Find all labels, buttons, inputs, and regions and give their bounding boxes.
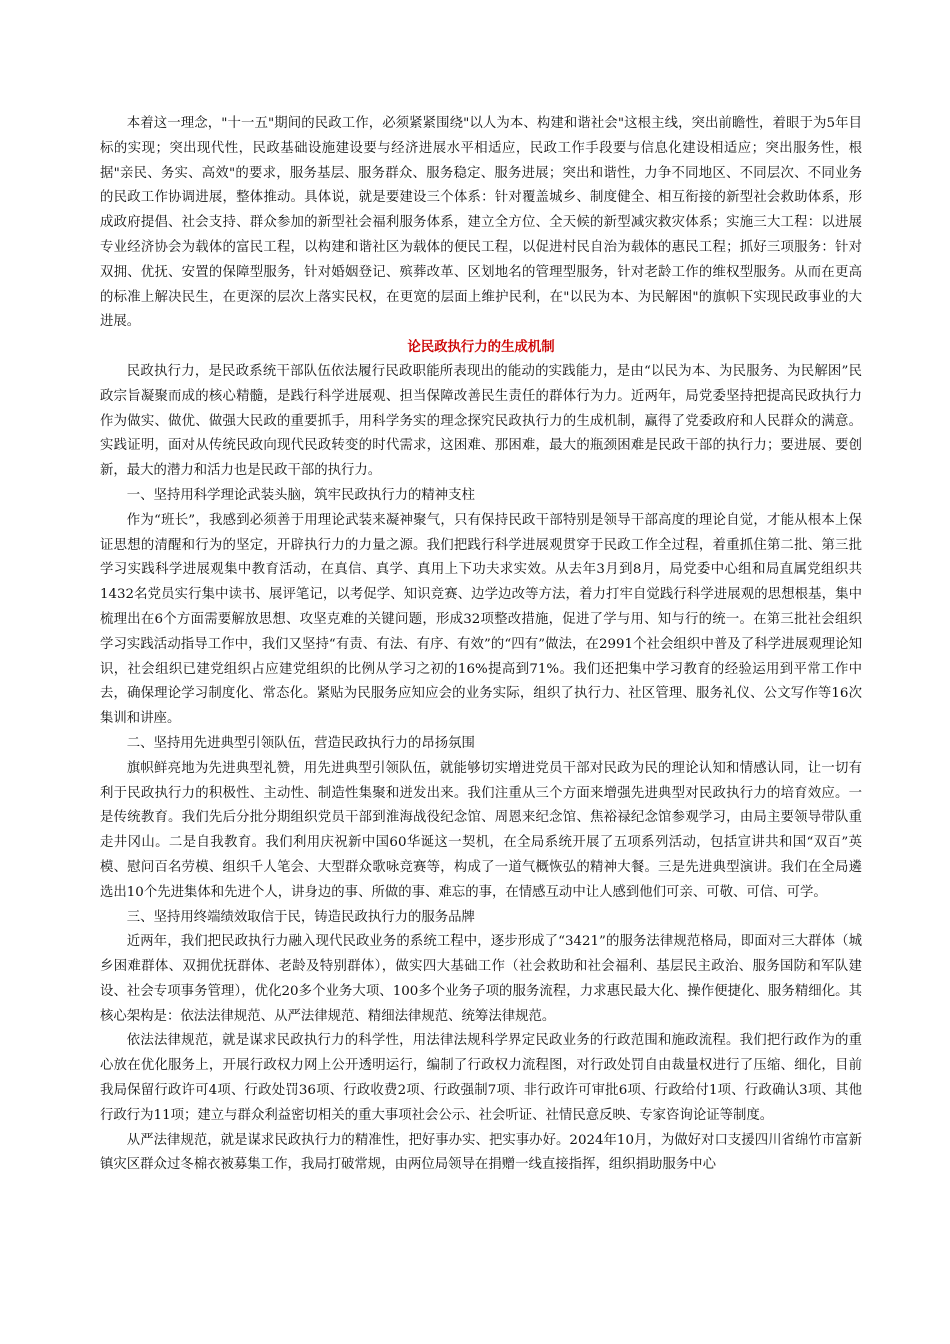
paragraph-2: 作为“班长”，我感到必须善于用理论武装来凝神聚气，只有保持民政干部特别是领导干部高度的理论自觉，才能从根本上保证思想的清醒和行为的坚定，开辟执行力的力量之源。我们把践行科学进展观贯穿于民政工作全过程，着重抓住第二批、第三批学习实践科学进展观集中教育活动，在真信、真学、真用上下功夫求实效。从去年3月到8月，局党委中心组和局直属党组织共1432名党员实行集中读书、展评笔记，以考促学、知识竞赛、边学边改等方法，着力打牢自觉践行科学进展观的思想根基，集中梳理出在6个方面需要解放思想、攻坚克难的关键问题，形成32项整改措施，促进了学与用、知与行的统一。在第三批社会组织学习实践活动指导工作中，我们又坚持“有责、有法、有序、有效”的“四有”做法，在2991个社会组织中普及了科学进展观理论知识，社会组织已建党组织占应建党组织的比例从学习之初的16%提高到71%。我们还把集中学习教育的经验运用到平常工作中去，确保理论学习制度化、常态化。紧贴为民服务应知应会的业务实际，组织了执行力、社区管理、服务礼仪、公文写作等16次集训和讲座。: [100, 512, 862, 727]
document-page: [100, 112, 862, 1178]
section-heading-3: 三、坚持用终端绩效取信于民，铸造民政执行力的服务品牌: [126, 909, 475, 925]
paragraph-4: 近两年，我们把民政执行力融入现代民政业务的系统工程中，逐步形成了“3421”的服务法律规范格局，即面对三大群体（城乡困难群体、双拥优抚群体、老龄及特别群体），做实四大基础工作（社会救助和社会福利、基层民主政治、服务国防和军队建设、社会专项事务管理），优化20多个业务大项、100多个业务子项的服务流程，力求惠民最大化、操作便捷化、服务精细化。其核心架构是：依法法律规范、从严法律规范、精细法律规范、统筹法律规范。: [100, 934, 862, 1024]
section-heading-2: 二、坚持用先进典型引领队伍，营造民政执行力的昂扬氛围: [126, 735, 475, 751]
section-heading-1: 一、坚持用科学理论武装头脑，筑牢民政执行力的精神支柱: [126, 487, 475, 503]
paragraph-6: 从严法律规范，就是谋求民政执行力的精准性，把好事办实、把实事办好。2024年10月，为做好对口支援四川省绵竹市富新镇灾区群众过冬棉衣被募集工作，我局打破常规，由两位局领导在捐赠一线直接指挥，组织捐助服务中心: [100, 1132, 862, 1173]
intro-paragraph: 本着这一理念，"十一五"期间的民政工作，必须紧紧围绕"以人为本、构建和谐社会"这根主线，突出前瞻性，着眼于为5年目标的实现；突出现代性，民政基础设施建设要与经济进展水平相适应，民政工作手段要与信息化建设相适应；突出服务性，根据"亲民、务实、高效"的要求，服务基层、服务群众、服务稳定、服务进展；突出和谐性，力争不同地区、不同层次、不同业务的民政工作协调进展，整体推动。具体说，就是要建设三个体系：针对覆盖城乡、制度健全、相互衔接的新型社会救助体系，形成政府提倡、社会支持、群众参加的新型社会福利服务体系，建立全方位、全天候的新型减灾救灾体系；实施三大工程：以进展专业经济协会为载体的富民工程，以构建和谐社区为载体的便民工程，以促进村民自治为载体的惠民工程；抓好三项服务：针对双拥、优抚、安置的保障型服务，针对婚姻登记、殡葬改革、区划地名的管理型服务，针对老龄工作的维权型服务。从而在更高的标准上解决民生，在更深的层次上落实民权，在更宽的层面上维护民利，在"以民为本、为民解困"的旗帜下实现民政事业的大进展。: [100, 116, 862, 330]
paragraph-3: 旗帜鲜亮地为先进典型礼赞，用先进典型引领队伍，就能够切实增进党员干部对民政为民的理论认知和情感认同，让一切有利于民政执行力的积极性、主动性、制造性集聚和迸发出来。我们注重从三个方面来增强先进典型对民政执行力的培育效应。一是传统教育。我们先后分批分期组织党员干部到淮海战役纪念馆、周恩来纪念馆、焦裕禄纪念馆参观学习，由局主要领导带队重走井冈山。二是自我教育。我们利用庆祝新中国60华诞这一契机，在全局系统开展了五项系列活动，包括宣讲共和国“双百”英模、慰问百名劳模、组织千人笔会、大型群众歌咏竞赛等，构成了一道气概恢弘的精神大餐。三是先进典型演讲。我们在全局遴选出10个先进集体和先进个人，讲身边的事、所做的事、难忘的事，在情感互动中让人感到他们可亲、可敬、可信、可学。: [100, 760, 862, 900]
paragraph-5: 依法法律规范，就是谋求民政执行力的科学性，用法律法规科学界定民政业务的行政范围和施政流程。我们把行政作为的重心放在优化服务上，开展行政权力网上公开透明运行，编制了行政权力流程图，对行政处罚自由裁量权进行了压缩、细化，目前我局保留行政许可4项、行政处罚36项、行政收费2项、行政强制7项、非行政许可审批6项、行政给付1项、行政确认3项、其他行政行为11项；建立与群众利益密切相关的重大事项社会公示、社会听证、社情民意反映、专家咨询论证等制度。: [100, 1033, 862, 1123]
paragraph-1: 民政执行力，是民政系统干部队伍依法履行民政职能所表现出的能动的实践能力，是由“以民为本、为民服务、为民解困”民政宗旨凝聚而成的核心精髓，是践行科学进展观、担当保障改善民生责任的群体行为力。近两年，局党委坚持把提高民政执行力作为做实、做优、做强大民政的重要抓手，用科学务实的理念探究民政执行力的生成机制，赢得了党委政府和人民群众的满意。实践证明，面对从传统民政向现代民政转变的时代需求，这困难、那困难，最大的瓶颈困难是民政干部的执行力；要进展、要创新，最大的潜力和活力也是民政干部的执行力。: [100, 363, 862, 479]
article-title: 论民政执行力的生成机制: [407, 339, 555, 356]
